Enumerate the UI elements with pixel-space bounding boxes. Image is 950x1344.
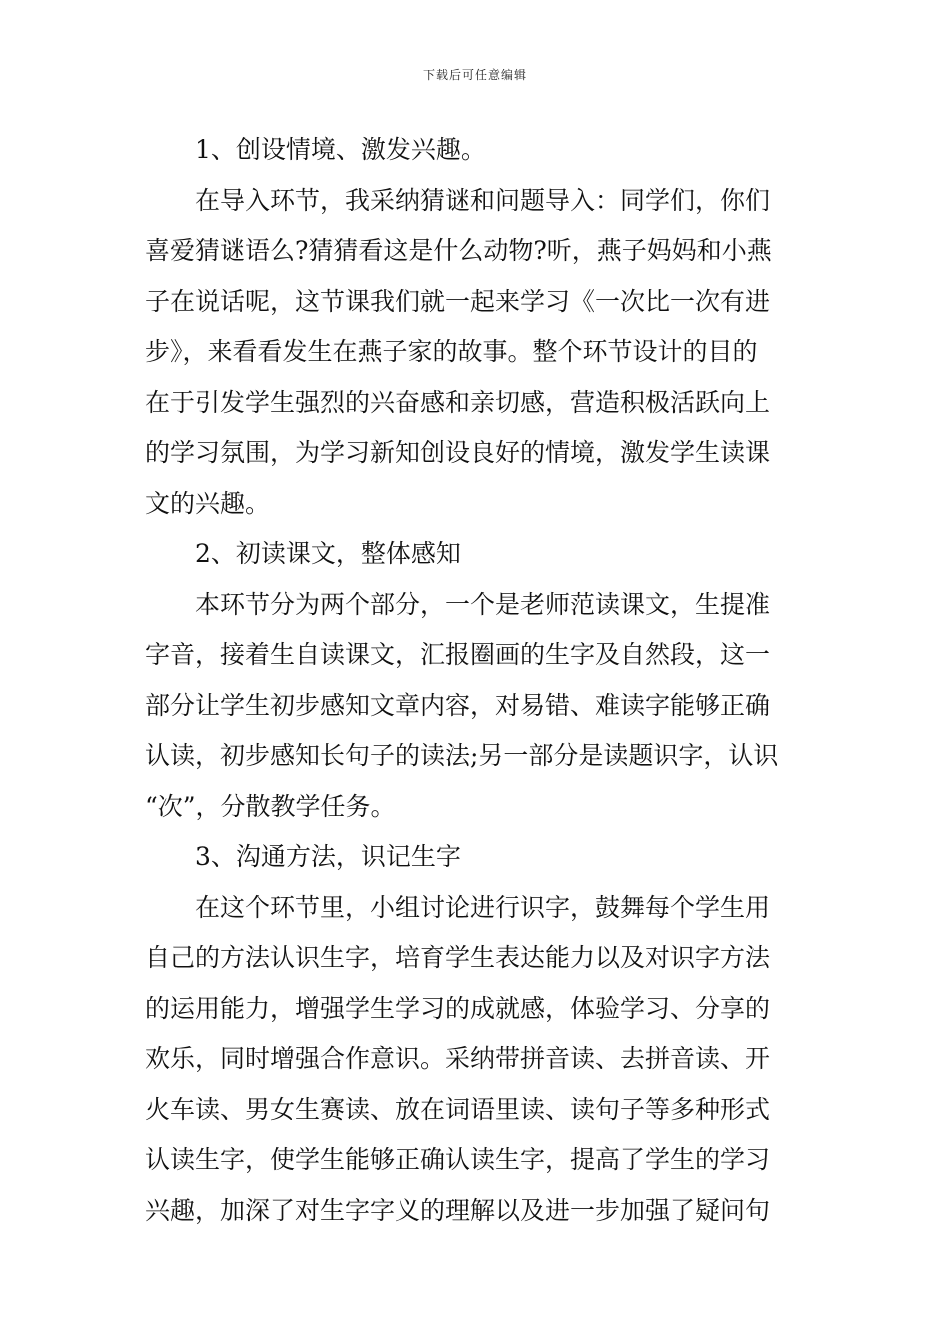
paragraph-line: 认读生字，使学生能够正确认读生字，提高了学生的学习 — [145, 1145, 771, 1174]
paragraph-line: 本环节分为两个部分，一个是老师范读课文，生提准 — [195, 589, 771, 619]
header-note: 下载后可任意编辑 — [422, 68, 527, 82]
paragraph-line: 子在说话呢，这节课我们就一起来学习《一次比一次有进 — [145, 286, 771, 316]
paragraph-line: 在导入环节，我采纳猜谜和问题导入：同学们，你们 — [195, 185, 771, 215]
heading-1: 1、创设情境、激发兴趣。 — [195, 135, 486, 164]
paragraph-line: 火车读、男女生赛读、放在词语里读、读句子等多种形式 — [145, 1094, 771, 1124]
paragraph-line: 字音，接着生自读课文，汇报圈画的生字及自然段，这一 — [145, 640, 771, 669]
document-body — [145, 125, 810, 1236]
paragraph-line: 的运用能力，增强学生学习的成就感，体验学习、分享的 — [145, 993, 771, 1023]
paragraph-line: 在这个环节里，小组讨论进行识字，鼓舞每个学生用 — [195, 892, 771, 922]
paragraph-line: 步》，来看看发生在燕子家的故事。整个环节设计的目的 — [145, 337, 758, 366]
paragraph-line: 喜爱猜谜语么?猜猜看这是什么动物?听，燕子妈妈和小燕 — [145, 236, 772, 265]
paragraph-line: 认读，初步感知长句子的读法;另一部分是读题识字，认识 — [145, 741, 779, 770]
paragraph-line: 欢乐，同时增强合作意识。采纳带拼音读、去拼音读、开 — [145, 1044, 771, 1073]
paragraph-line: 部分让学生初步感知文章内容，对易错、难读字能够正确 — [145, 690, 771, 720]
paragraph-line: “次”，分散教学任务。 — [145, 791, 396, 821]
heading-2: 2、初读课文，整体感知 — [195, 539, 461, 568]
paragraph-line: 兴趣，加深了对生字字义的理解以及进一步加强了疑问句 — [145, 1195, 771, 1225]
paragraph-line: 文的兴趣。 — [145, 488, 271, 518]
paragraph-line: 自己的方法认识生字，培育学生表达能力以及对识字方法 — [145, 943, 771, 972]
heading-3: 3、沟通方法，识记生字 — [195, 842, 461, 871]
paragraph-line: 的学习氛围，为学习新知创设良好的情境，激发学生读课 — [145, 438, 771, 467]
paragraph-line: 在于引发学生强烈的兴奋感和亲切感，营造积极活跃向上 — [145, 387, 771, 417]
